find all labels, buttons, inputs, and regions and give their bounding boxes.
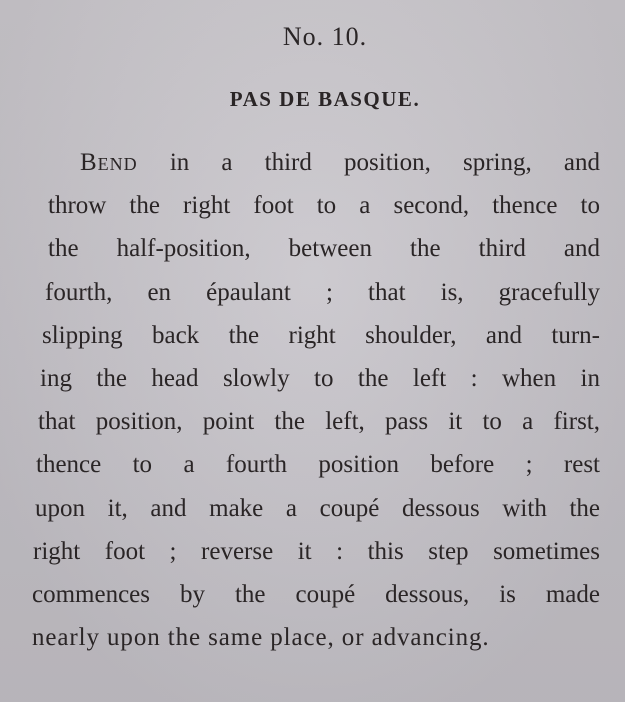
text-line-3: the half-position, between the third and bbox=[48, 235, 600, 263]
text-line-10: right foot ; reverse it : this step sometimes bbox=[33, 537, 600, 565]
text-line-2: throw the right foot to a second, thence to bbox=[48, 192, 600, 220]
drop-word: Bend bbox=[80, 149, 138, 176]
text-line-1: Bend in a third position, spring, and bbox=[80, 149, 600, 176]
text-line-5: slipping back the right shoulder, and turn- bbox=[42, 321, 600, 349]
text-line-6: ing the head slowly to the left : when in bbox=[40, 364, 600, 392]
section-number: No. 10. bbox=[282, 22, 368, 51]
text-line-7: that position, point the left, pass it to a first, bbox=[38, 408, 600, 436]
text-line-11: commences by the coupé dessous, is made bbox=[32, 580, 600, 608]
text-line-9: upon it, and make a coupé dessous with the bbox=[35, 494, 600, 522]
paragraph bbox=[30, 141, 600, 659]
text-line-12: nearly upon the same place, or advancing. bbox=[32, 624, 490, 652]
section-title: PAS DE BASQUE. bbox=[229, 87, 421, 111]
text-line-8: thence to a fourth position before ; rest bbox=[36, 451, 600, 479]
text-line-4: fourth, en épaulant ; that is, gracefully bbox=[45, 278, 600, 306]
